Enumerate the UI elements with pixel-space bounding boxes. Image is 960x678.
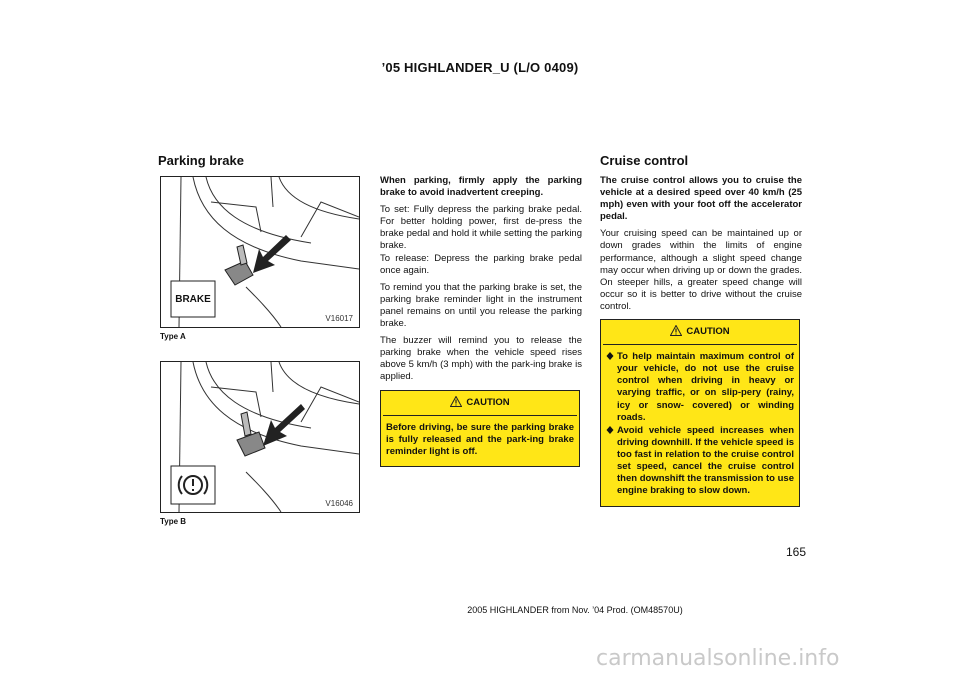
caution-list-item: Avoid vehicle speed increases when driving downhill. If the vehicle speed is too fast in relation to the cruise control set speed, cancel the cruise control then downshift the transmission to use engine braking to slow down. xyxy=(606,425,794,498)
cruise-control-intro: The cruise control allows you to cruise the vehicle at a desired speed over 40 km/h (25 mph) even with your foot off the accelerator pedal. xyxy=(600,175,802,223)
cruise-control-body: Your cruising speed can be maintained up or down grades within the limits of engine performance, although a slight speed change may occur when driving up or down the grades. On steeper hills, a greater speed change will occur so it is better to drive without the cruise control. xyxy=(600,228,802,312)
warning-triangle-icon xyxy=(670,325,682,336)
diamond-bullet-icon xyxy=(606,425,614,435)
figure-type-a xyxy=(160,176,360,328)
brake-indicator-label: BRAKE xyxy=(175,293,211,305)
page-number: 165 xyxy=(786,545,807,559)
cruise-control-text-column xyxy=(600,175,802,507)
release-instructions: To release: Depress the parking brake pedal once again. xyxy=(380,252,582,276)
parking-brake-illustration-b xyxy=(161,362,359,512)
caution-box-cruise xyxy=(600,319,800,507)
set-instructions: To set: Fully depress the parking brake pedal. For better holding power, first de-press the brake pedal and hold it while setting the parking brake. xyxy=(380,204,582,252)
buzzer-text: The buzzer will remind you to release the parking brake when the vehicle speed rises above 5 km/h (3 mph) with the park-ing brake is applied. xyxy=(380,335,582,383)
parking-brake-text-column xyxy=(380,175,582,467)
caution-label: CAUTION xyxy=(686,326,730,338)
caution-header xyxy=(383,391,577,416)
document-header: ’05 HIGHLANDER_U (L/O 0409) xyxy=(381,60,579,75)
reminder-light-text: To remind you that the parking brake is set, the parking brake reminder light in the instrument panel remains on until you release the parking brake. xyxy=(380,281,582,330)
caution-text: Before driving, be sure the parking brake is fully released and the park-ing brake reminder light is off. xyxy=(386,421,574,457)
watermark: carmanualsonline.info xyxy=(596,646,840,671)
caution-body xyxy=(601,345,799,506)
caution-list-item: To help maintain maximum control of your vehicle, do not use the cruise control when driving in heavy or varying traffic, or on slip-pery (rainy, icy or snow- covered) or winding roads. xyxy=(606,351,794,424)
caution-body xyxy=(381,416,579,466)
document-footer: 2005 HIGHLANDER from Nov. ’04 Prod. (OM48570U) xyxy=(467,605,683,615)
section-title-parking-brake: Parking brake xyxy=(158,153,244,168)
caution-list xyxy=(606,351,794,497)
figure-type-b xyxy=(160,361,360,513)
caution-box-parking xyxy=(380,390,580,467)
diamond-bullet-icon xyxy=(606,351,614,361)
caution-label: CAUTION xyxy=(466,396,510,408)
figure-code: V16046 xyxy=(325,499,353,508)
section-title-cruise-control: Cruise control xyxy=(600,153,689,168)
parking-brake-intro: When parking, firmly apply the parking brake to avoid inadvertent creeping. xyxy=(380,175,582,199)
figure-caption-a: Type A xyxy=(160,332,186,341)
figure-code: V16017 xyxy=(325,314,353,323)
caution-header xyxy=(603,320,797,345)
figure-caption-b: Type B xyxy=(160,517,187,526)
warning-triangle-icon xyxy=(450,396,462,407)
